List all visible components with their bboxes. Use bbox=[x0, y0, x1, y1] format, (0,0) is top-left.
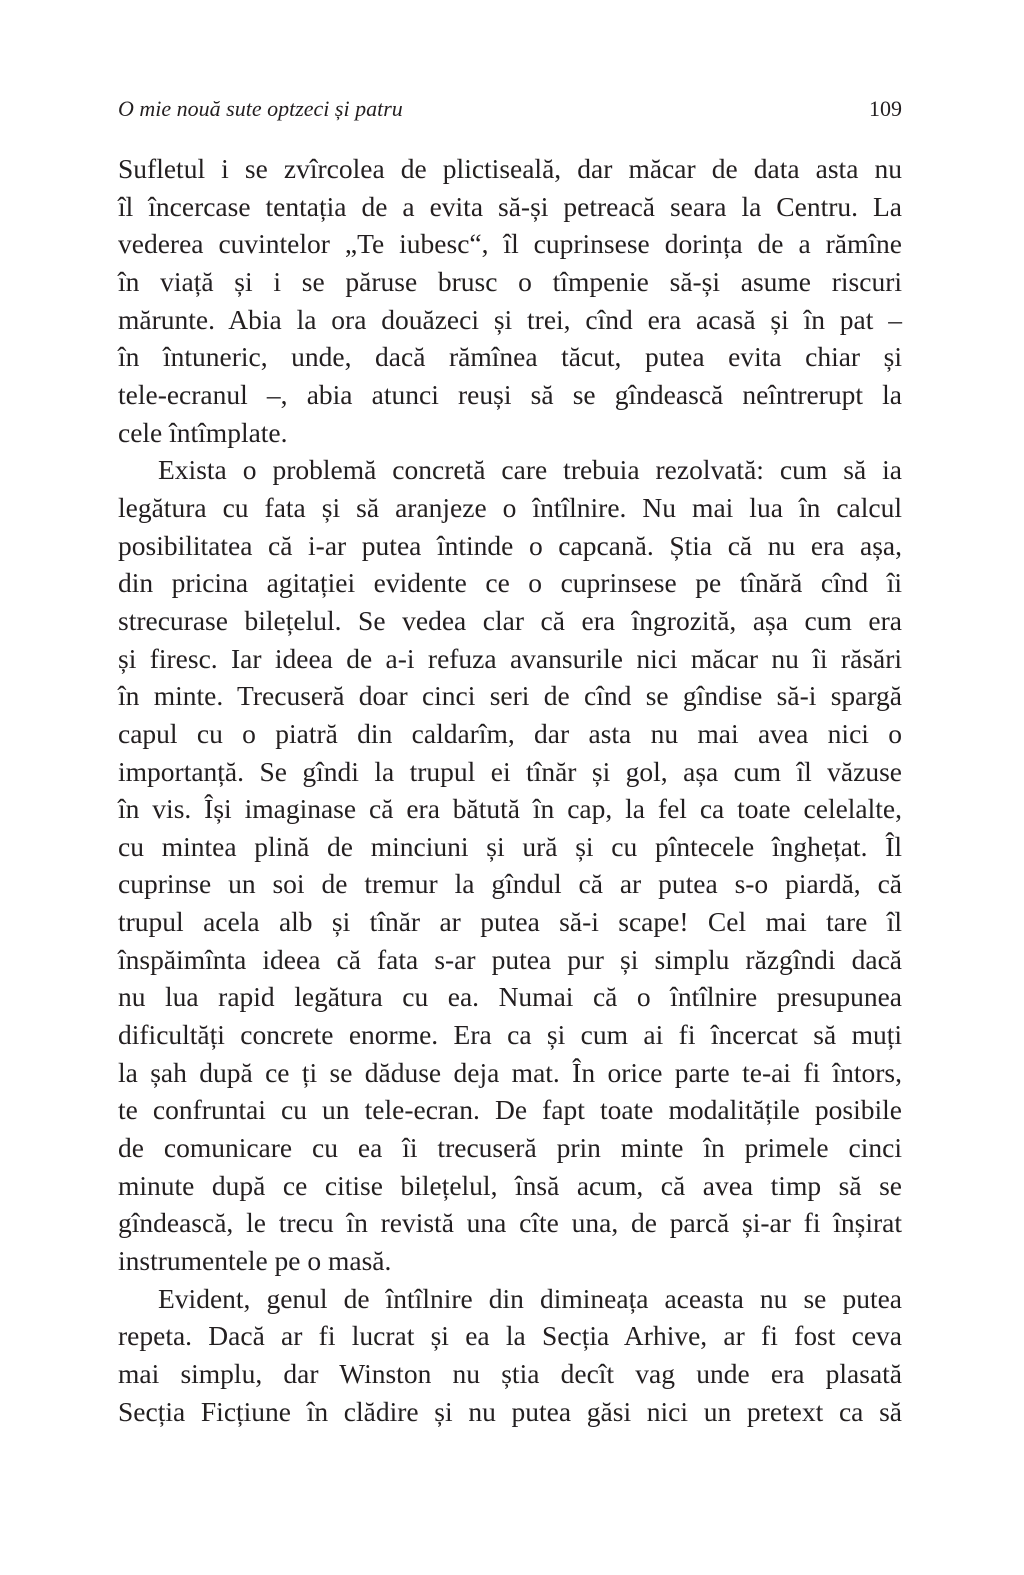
text-line-content: te confruntai cu un tele-ecran. De fapt toate modalitățile posibile bbox=[118, 1094, 902, 1126]
text-line bbox=[118, 1317, 902, 1355]
text-line-content: tele-ecranul –, abia atunci reuși să se gîndească neîntrerupt la bbox=[118, 378, 902, 410]
text-line bbox=[118, 301, 902, 339]
text-line bbox=[118, 1054, 902, 1092]
running-title: O mie nouă sute optzeci și patru bbox=[118, 96, 403, 121]
text-line bbox=[118, 1204, 902, 1242]
text-line-content: vederea cuvintelor „Te iubesc“, îl cuprinsese dorința de a rămîne bbox=[118, 228, 902, 260]
text-line bbox=[118, 602, 902, 640]
text-line-content: gîndească, le trecu în revistă una cîte una, de parcă și-ar fi înșirat bbox=[118, 1207, 902, 1239]
text-line-content: strecurase bilețelul. Se vedea clar că era îngrozită, așa cum era bbox=[118, 604, 902, 636]
text-line-content: trupul acela alb și tînăr ar putea să-i scape! Cel mai tare îl bbox=[118, 906, 902, 938]
text-line bbox=[118, 489, 902, 527]
text-line bbox=[118, 188, 902, 226]
text-line bbox=[118, 941, 902, 979]
text-line bbox=[118, 564, 902, 602]
text-line bbox=[118, 338, 902, 376]
text-line bbox=[118, 978, 902, 1016]
text-line bbox=[118, 527, 902, 565]
text-line bbox=[118, 865, 902, 903]
text-line-content: instrumentele pe o masă. bbox=[118, 1245, 392, 1277]
text-line-content: mai simplu, dar Winston nu știa decît vag unde era plasată bbox=[118, 1358, 902, 1389]
text-line-content: repeta. Dacă ar fi lucrat și ea la Secția Arhive, ar fi fost ceva bbox=[118, 1320, 902, 1352]
text-line bbox=[118, 263, 902, 301]
text-line bbox=[118, 225, 902, 263]
page-number: 109 bbox=[869, 96, 902, 121]
text-line-content: în vis. Își imaginase că era bătută în cap, la fel ca toate celelalte, bbox=[118, 793, 902, 825]
text-line-content: în întuneric, unde, dacă rămînea tăcut, putea evita chiar și bbox=[118, 341, 902, 373]
text-line bbox=[118, 715, 902, 753]
paragraph bbox=[118, 1280, 902, 1431]
text-line-content: minute după ce citise bilețelul, însă acum, că avea timp să se bbox=[118, 1169, 902, 1201]
text-line bbox=[118, 1129, 902, 1167]
text-line-content: nu lua rapid legătura cu ea. Numai că o întîlnire presupunea bbox=[118, 981, 902, 1013]
text-line bbox=[118, 150, 902, 188]
text-line bbox=[118, 1393, 902, 1431]
text-line-content: la șah după ce ți se dăduse deja mat. În orice parte te-ai fi întors, bbox=[118, 1056, 902, 1088]
text-line bbox=[118, 1280, 902, 1318]
text-line-content: din pricina agitației evidente ce o cuprinsese pe tînără cînd îi bbox=[118, 567, 902, 599]
text-line-content: Secția Ficțiune în clădire și nu putea găsi nici un pretext ca să bbox=[118, 1395, 902, 1427]
text-line-content: Sufletul i se zvîrcolea de plictiseală, dar măcar de data asta nu bbox=[118, 153, 902, 184]
paragraph bbox=[118, 150, 902, 451]
text-line bbox=[118, 451, 902, 489]
text-line-content: înspăimînta ideea că fata s-ar putea pur și simplu răzgîndi dacă bbox=[118, 943, 902, 975]
text-line-content: în viață și i se păruse brusc o tîmpenie să-și asume riscuri bbox=[118, 265, 902, 297]
text-line-content: posibilitatea că i-ar putea întinde o capcană. Știa că nu era așa, bbox=[118, 529, 902, 561]
text-line-content: îl încercase tentația de a evita să-și petreacă seara la Centru. La bbox=[118, 190, 902, 222]
text-line-content: cele întîmplate. bbox=[118, 416, 288, 448]
text-line bbox=[118, 828, 902, 866]
text-line-content: Exista o problemă concretă care trebuia rezolvată: cum să ia bbox=[158, 454, 902, 486]
text-line bbox=[118, 640, 902, 678]
text-line-content: mărunte. Abia la ora douăzeci și trei, cînd era acasă și în pat – bbox=[118, 303, 902, 335]
text-line bbox=[118, 1091, 902, 1129]
text-line-content: în minte. Trecuseră doar cinci seri de cînd se gîndise să-i spargă bbox=[118, 680, 902, 712]
text-line bbox=[118, 414, 902, 452]
body-text bbox=[118, 150, 902, 1430]
paragraph bbox=[118, 451, 902, 1279]
text-line-content: dificultăți concrete enorme. Era ca și cum ai fi încercat să muți bbox=[118, 1019, 902, 1051]
text-line-content: cu mintea plină de minciuni și ură și cu pîntecele înghețat. Îl bbox=[118, 830, 902, 862]
text-line bbox=[118, 1242, 902, 1280]
text-line-content: Evident, genul de întîlnire din dimineața aceasta nu se putea bbox=[158, 1282, 902, 1314]
text-line-content: capul cu o piatră din caldarîm, dar asta nu mai avea nici o bbox=[118, 717, 902, 749]
text-line-content: legătura cu fata și să aranjeze o întîlnire. Nu mai lua în calcul bbox=[118, 491, 902, 523]
text-line bbox=[118, 376, 902, 414]
running-header bbox=[118, 96, 902, 126]
text-line bbox=[118, 1167, 902, 1205]
text-line bbox=[118, 677, 902, 715]
text-line bbox=[118, 903, 902, 941]
text-line-content: importanță. Se gîndi la trupul ei tînăr și gol, așa cum îl văzuse bbox=[118, 755, 902, 787]
text-line bbox=[118, 790, 902, 828]
text-line-content: de comunicare cu ea îi trecuseră prin minte în primele cinci bbox=[118, 1132, 902, 1164]
text-line bbox=[118, 1016, 902, 1054]
text-line-content: și firesc. Iar ideea de a-i refuza avansurile nici măcar nu îi răsări bbox=[118, 642, 902, 674]
text-line-content: cuprinse un soi de tremur la gîndul că ar putea s-o piardă, că bbox=[118, 868, 902, 900]
text-line bbox=[118, 1355, 902, 1393]
text-line bbox=[118, 753, 902, 791]
